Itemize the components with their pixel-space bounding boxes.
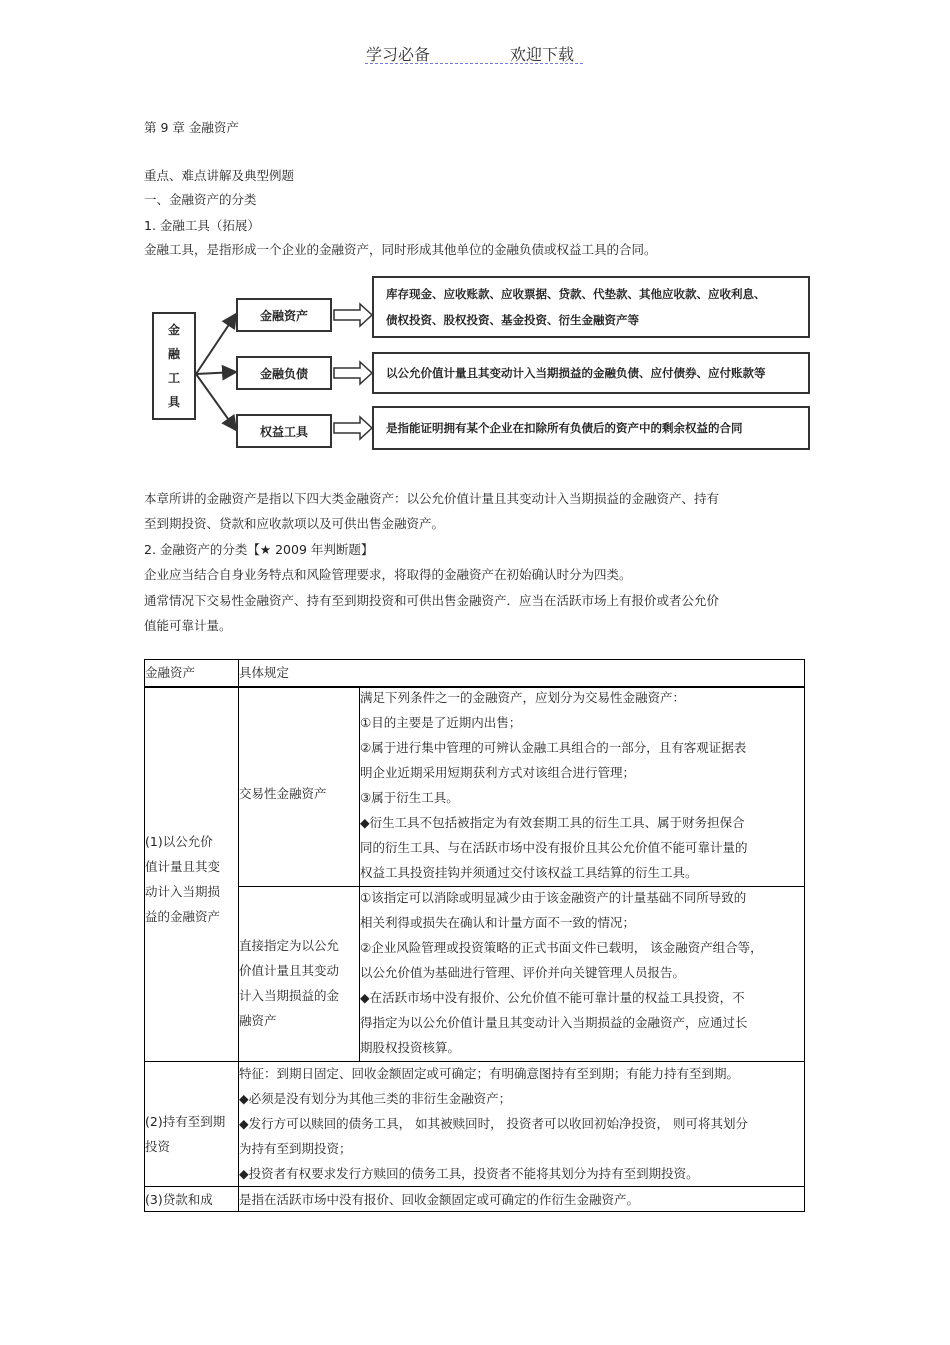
paragraph-line: 值能可靠计量。 (144, 618, 232, 633)
cell-line: (2)持有至到期 (145, 1114, 226, 1129)
cell-line: 投资 (145, 1139, 171, 1154)
subcategory-trading-asset: 交易性金融资产 (239, 786, 327, 801)
cell-line: 值计量且其变 (145, 859, 221, 874)
cell-line: 相关利得或损失在确认和计量方面不一致的情况； (360, 915, 636, 930)
classification-table (144, 659, 805, 1212)
branch-financial-asset: 金融资产 (236, 298, 332, 332)
desc-line: 债权投资、股权投资、基金投资、衍生金融资产等 (386, 313, 639, 327)
desc-line: 是指能证明拥有某个企业在扣除所有负债后的资产中的剩余权益的合同 (386, 421, 743, 435)
paragraph-line: 通常情况下交易性金融资产、持有至到期投资和可供出售金融资产．应当在活跃市场上有报价或者公允价 (144, 593, 720, 608)
connector-asset (196, 314, 236, 374)
cell-line: 融资产 (239, 1013, 277, 1028)
held-to-maturity-rules (239, 1061, 748, 1186)
cell-line: ①目的主要是了近期内出售； (360, 715, 522, 730)
cell-line: ②属于进行集中管理的可辨认金融工具组合的一部分，且有客观证据表 (360, 740, 747, 755)
diagram-root-box (152, 312, 196, 420)
cell-line: ◆在活跃市场中没有报价、公允价值不能可靠计量的权益工具投资，不 (360, 990, 745, 1005)
loans-receivables-rules: 是指在活跃市场中没有报价、回收金额固定或可确定的作衍生金融资产。 (239, 1192, 640, 1207)
desc-equity-instrument (372, 406, 810, 450)
branch-financial-liability: 金融负债 (236, 356, 332, 390)
hollow-arrow-3 (334, 417, 372, 439)
designated-asset-rules (360, 885, 763, 1060)
category-1-label (145, 829, 220, 929)
item-2-title: 2. 金融资产的分类【★ 2009 年判断题】 (144, 542, 374, 557)
desc-line: 库存现金、应收账款、应收票据、贷款、代垫款、其他应收款、应收利息、 (386, 287, 766, 301)
category-2-label (145, 1109, 225, 1159)
item-1-title: 1. 金融工具（拓展） (144, 218, 260, 233)
category-3-label: (3)贷款和成 (145, 1192, 213, 1207)
cell-line: 明企业近期采用短期获利方式对该组合进行管理； (360, 765, 636, 780)
desc-financial-liability (372, 352, 810, 394)
table-header: 金融资产 (145, 665, 196, 680)
paragraph-line: 至到期投资、贷款和应收款项以及可供出售金融资产。 (144, 516, 445, 531)
cell-line: 计入当期损益的金 (239, 988, 340, 1003)
cell-line: ①该指定可以消除或明显减少由于该金融资产的计量基础不同所导致的 (360, 890, 747, 905)
cell-line: ◆必须是没有划分为其他三类的非衍生金融资产； (239, 1091, 512, 1106)
cell-line: (1)以公允价 (145, 834, 213, 849)
paragraph-line: 本章所讲的金融资产是指以下四大类金融资产：以公允价值计量且其变动计入当期损益的金融资产、持有 (144, 491, 720, 506)
desc-line: 以公允价值计量且其变动计入当期损益的金融负债、应付债券、应付账款等 (386, 366, 766, 380)
cell-line: ◆发行方可以赎回的债务工具， 如其被赎回时， 投资者可以收回初始净投资， 则可将其划分 (239, 1116, 749, 1131)
item-1-body: 金融工具，是指形成一个企业的金融资产，同时形成其他单位的金融负债或权益工具的合同。 (144, 242, 657, 257)
table-header: 具体规定 (239, 665, 290, 680)
cell-line: 益的金融资产 (145, 909, 221, 924)
cell-line: 以公允价值为基础进行管理、评价并向关键管理人员报告。 (360, 965, 686, 980)
cell-line: 满足下列条件之一的金融资产，应划分为交易性金融资产： (360, 690, 686, 705)
hollow-arrow-1 (334, 304, 372, 326)
cell-line: 得指定为以公允价值计量且其变动计入当期损益的金融资产，应通过长 (360, 1015, 748, 1030)
cell-line: 动计入当期损 (145, 884, 221, 899)
branch-equity-instrument: 权益工具 (236, 414, 332, 448)
financial-instrument-diagram (150, 274, 815, 464)
subcategory-designated-asset (239, 933, 339, 1033)
root-char: 金 (167, 323, 180, 337)
desc-financial-asset (372, 276, 810, 338)
connector-equity (196, 374, 236, 430)
section-heading: 重点、难点讲解及典型例题 (144, 168, 295, 183)
subsection-heading: 一、金融资产的分类 (144, 192, 257, 207)
header-left: 学习必备 (366, 45, 431, 64)
header-right: 欢迎下载 (510, 45, 575, 64)
cell-line: 期股权投资核算。 (360, 1040, 461, 1055)
cell-line: ◆投资者有权要求发行方赎回的债务工具，投资者不能将其划分为持有至到期投资。 (239, 1166, 699, 1181)
cell-line: 同的衍生工具、与在活跃市场中没有报价且其公允价值不能可靠计量的 (360, 840, 748, 855)
connector-liability (196, 372, 236, 374)
cell-line: ◆衍生工具不包括被指定为有效套期工具的衍生工具、属于财务担保合 (360, 815, 745, 830)
cell-line: 权益工具投资挂钩并须通过交付该权益工具结算的衍生工具。 (360, 865, 698, 880)
header-underline (365, 63, 583, 64)
hollow-arrow-2 (334, 362, 372, 384)
cell-line: ③属于衍生工具。 (360, 790, 459, 805)
root-char: 工 (167, 371, 180, 385)
root-char: 融 (167, 347, 180, 361)
paragraph-line: 企业应当结合自身业务特点和风险管理要求，将取得的金融资产在初始确认时分为四类。 (144, 567, 632, 582)
cell-line: ②企业风险管理或投资策略的正式书面文件已载明， 该金融资产组合等， (360, 940, 763, 955)
trading-asset-rules (360, 685, 748, 885)
cell-line: 价值计量且其变动 (239, 963, 340, 978)
cell-line: 为持有至到期投资； (239, 1141, 352, 1156)
cell-line: 直接指定为以公允 (239, 938, 340, 953)
cell-line: 特征：到期日固定、回收金额固定或可确定；有明确意图持有至到期；有能力持有至到期。 (239, 1066, 740, 1081)
chapter-title: 第 9 章 金融资产 (144, 120, 239, 135)
root-char: 具 (167, 395, 180, 409)
table-border (804, 659, 805, 1212)
